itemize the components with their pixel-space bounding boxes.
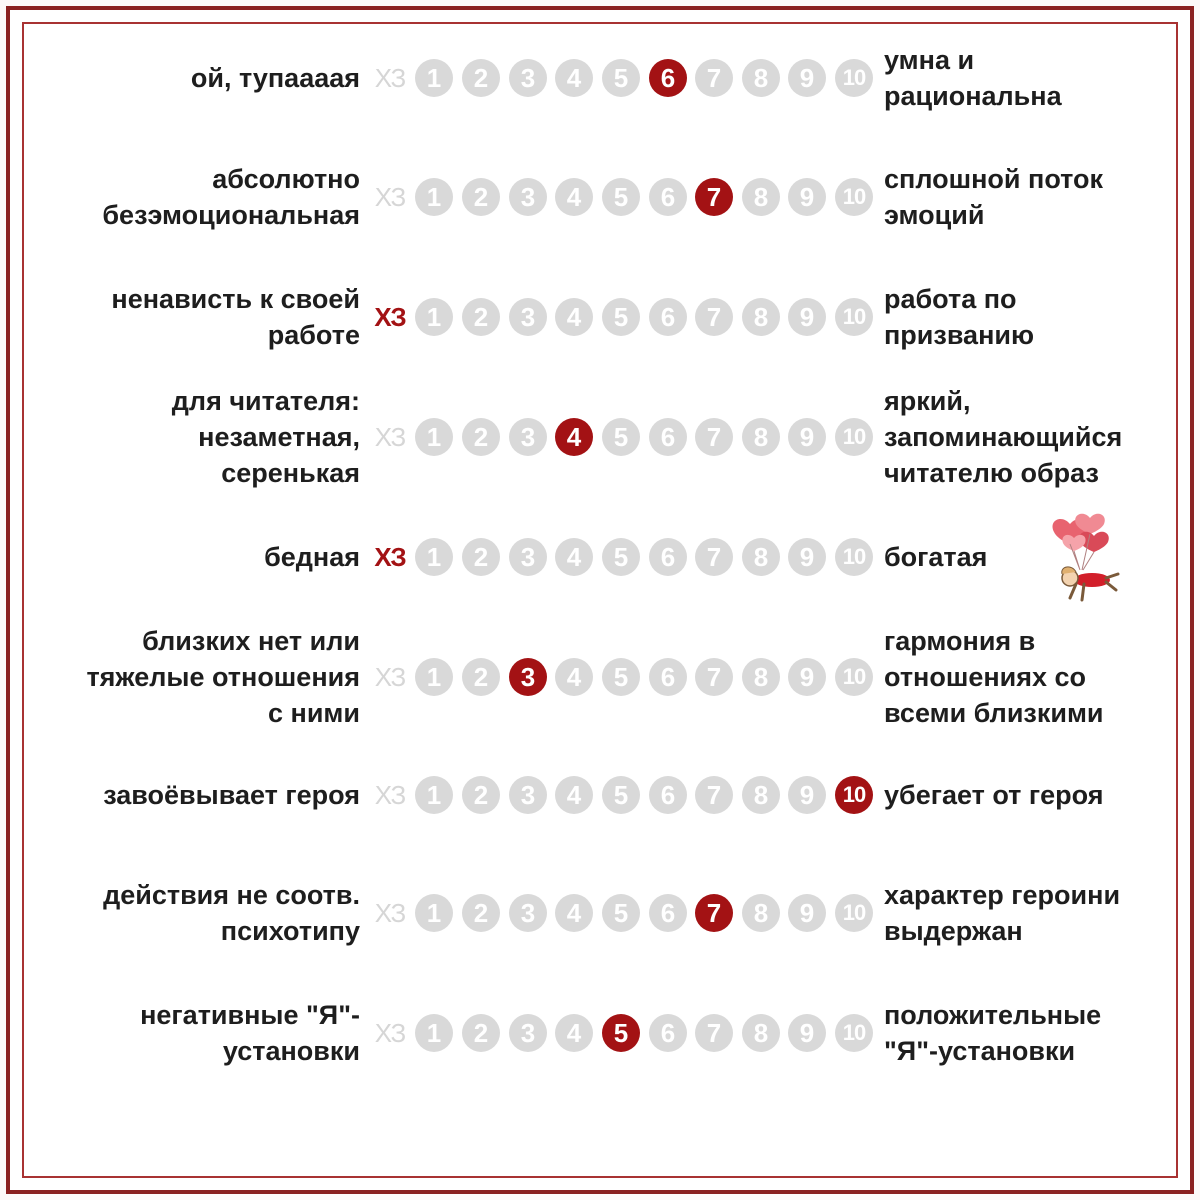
row-left-label [30,281,360,353]
option-3[interactable]: 3 [509,418,547,456]
option-4[interactable]: 4 [555,1014,593,1052]
option-1[interactable]: 1 [415,418,453,456]
right-label-line: читателю образ [884,458,1099,488]
right-label-line: положительные [884,1000,1102,1030]
option-8[interactable]: 8 [742,658,780,696]
option-7[interactable]: 7 [695,658,733,696]
left-label-line: с ними [268,698,360,728]
option-6[interactable]: 6 [649,776,687,814]
row-left-label [30,383,360,491]
left-label-line: близких нет или [142,626,360,656]
row-right-label [884,877,1184,949]
row-left-label [30,877,360,949]
option-10[interactable]: 10 [835,894,873,932]
option-2[interactable]: 2 [462,538,500,576]
option-unknown[interactable]: ХЗ [374,780,406,810]
left-label-line: серенькая [221,458,360,488]
row-left-label [30,623,360,731]
option-6[interactable]: 6 [649,178,687,216]
option-9[interactable]: 9 [788,894,826,932]
option-1[interactable]: 1 [415,894,453,932]
option-9[interactable]: 9 [788,776,826,814]
left-label-line: бедная [264,542,360,572]
right-label-line: выдержан [884,916,1023,946]
option-9[interactable]: 9 [788,658,826,696]
balloons-girl-icon [1040,508,1130,608]
option-6[interactable]: 6 [649,298,687,336]
right-label-line: призванию [884,320,1035,350]
option-5[interactable]: 5 [602,298,640,336]
left-label-line: ненависть к своей [111,284,360,314]
option-7[interactable]: 7 [695,538,733,576]
right-label-line: работа по [884,284,1017,314]
option-10[interactable]: 10 [835,59,873,97]
flying-girl-icon [1062,567,1118,600]
option-unknown[interactable]: ХЗ [374,898,406,928]
row-right-label [884,161,1184,233]
option-unknown[interactable]: ХЗ [374,1018,406,1048]
option-unknown[interactable]: ХЗ [374,542,406,572]
option-8[interactable]: 8 [742,298,780,336]
right-label-line: отношениях со [884,662,1087,692]
option-1[interactable]: 1 [415,776,453,814]
option-1[interactable]: 1 [415,298,453,336]
option-5[interactable]: 5 [602,776,640,814]
option-7[interactable]: 7 [695,298,733,336]
option-10[interactable]: 10 [835,658,873,696]
left-label-line: безэмоциональная [102,200,360,230]
row-right-label [884,281,1184,353]
option-1[interactable]: 1 [415,178,453,216]
option-6[interactable]: 6 [649,894,687,932]
option-7[interactable]: 7 [695,776,733,814]
option-3[interactable]: 3 [509,1014,547,1052]
option-9[interactable]: 9 [788,1014,826,1052]
option-9[interactable]: 9 [788,298,826,336]
option-4[interactable]: 4 [555,178,593,216]
left-label-line: абсолютно [212,164,360,194]
option-3[interactable]: 3 [509,894,547,932]
right-label-line: гармония в [884,626,1036,656]
option-5[interactable]: 5 [602,1014,640,1052]
row-left-label [30,997,360,1069]
option-8[interactable]: 8 [742,178,780,216]
option-2[interactable]: 2 [462,776,500,814]
option-1[interactable]: 1 [415,1014,453,1052]
option-9[interactable]: 9 [788,59,826,97]
option-unknown[interactable]: ХЗ [374,662,406,692]
right-label-line: запоминающийся [884,422,1123,452]
left-label-line: для читателя: [171,386,360,416]
left-label-line: негативные "Я"- [140,1000,360,1030]
option-10[interactable]: 10 [835,418,873,456]
row-right-label [884,997,1184,1069]
row-left-label [30,539,360,575]
row-right-label [884,42,1184,114]
balloons-icon [1053,514,1109,570]
option-10[interactable]: 10 [835,178,873,216]
right-label-line: богатая [884,542,988,572]
right-label-line: умна и [884,45,975,75]
option-4[interactable]: 4 [555,298,593,336]
option-5[interactable]: 5 [602,538,640,576]
right-label-line: рациональна [884,81,1062,111]
option-7[interactable]: 7 [695,418,733,456]
option-3[interactable]: 3 [509,178,547,216]
left-label-line: завоёвывает героя [103,780,360,810]
option-8[interactable]: 8 [742,894,780,932]
option-2[interactable]: 2 [462,298,500,336]
option-2[interactable]: 2 [462,178,500,216]
option-5[interactable]: 5 [602,418,640,456]
left-label-line: действия не соотв. [103,880,360,910]
option-3[interactable]: 3 [509,298,547,336]
option-1[interactable]: 1 [415,538,453,576]
option-4[interactable]: 4 [555,894,593,932]
option-5[interactable]: 5 [602,658,640,696]
option-5[interactable]: 5 [602,894,640,932]
option-2[interactable]: 2 [462,59,500,97]
option-9[interactable]: 9 [788,538,826,576]
option-4[interactable]: 4 [555,59,593,97]
option-7[interactable]: 7 [695,1014,733,1052]
option-10[interactable]: 10 [835,538,873,576]
row-right-label [884,623,1184,731]
option-8[interactable]: 8 [742,59,780,97]
option-8[interactable]: 8 [742,776,780,814]
left-label-line: установки [222,1036,360,1066]
option-4[interactable]: 4 [555,658,593,696]
row-left-label [30,777,360,813]
left-label-line: незаметная, [198,422,360,452]
option-7[interactable]: 7 [695,178,733,216]
option-1[interactable]: 1 [415,59,453,97]
option-9[interactable]: 9 [788,418,826,456]
row-right-label [884,539,1184,575]
option-5[interactable]: 5 [602,59,640,97]
option-3[interactable]: 3 [509,59,547,97]
row-right-label [884,383,1184,491]
option-unknown[interactable]: ХЗ [374,63,406,93]
option-8[interactable]: 8 [742,418,780,456]
option-4[interactable]: 4 [555,538,593,576]
right-label-line: убегает от героя [884,780,1104,810]
option-unknown[interactable]: ХЗ [374,422,406,452]
row-left-label [30,161,360,233]
option-4[interactable]: 4 [555,418,593,456]
right-label-line: сплошной поток [884,164,1104,194]
option-1[interactable]: 1 [415,658,453,696]
row-right-label [884,777,1184,813]
option-10[interactable]: 10 [835,298,873,336]
row-left-label [30,60,360,96]
right-label-line: всеми близкими [884,698,1104,728]
option-5[interactable]: 5 [602,178,640,216]
left-label-line: работе [267,320,360,350]
option-10[interactable]: 10 [835,1014,873,1052]
right-label-line: характер героини [884,880,1121,910]
option-2[interactable]: 2 [462,658,500,696]
option-2[interactable]: 2 [462,894,500,932]
option-9[interactable]: 9 [788,178,826,216]
option-6[interactable]: 6 [649,1014,687,1052]
right-label-line: эмоций [884,200,985,230]
option-10[interactable]: 10 [835,776,873,814]
option-unknown[interactable]: ХЗ [374,182,406,212]
option-6[interactable]: 6 [649,418,687,456]
option-6[interactable]: 6 [649,538,687,576]
option-2[interactable]: 2 [462,1014,500,1052]
option-6[interactable]: 6 [649,59,687,97]
left-label-line: тяжелые отношения [86,662,360,692]
right-label-line: яркий, [884,386,971,416]
option-unknown[interactable]: ХЗ [374,302,406,332]
option-6[interactable]: 6 [649,658,687,696]
option-2[interactable]: 2 [462,418,500,456]
option-4[interactable]: 4 [555,776,593,814]
option-3[interactable]: 3 [509,776,547,814]
option-8[interactable]: 8 [742,1014,780,1052]
left-label-line: психотипу [220,916,360,946]
left-label-line: ой, тупаааая [190,63,360,93]
option-7[interactable]: 7 [695,894,733,932]
option-3[interactable]: 3 [509,538,547,576]
option-7[interactable]: 7 [695,59,733,97]
right-label-line: "Я"-установки [884,1036,1076,1066]
option-8[interactable]: 8 [742,538,780,576]
option-3[interactable]: 3 [509,658,547,696]
